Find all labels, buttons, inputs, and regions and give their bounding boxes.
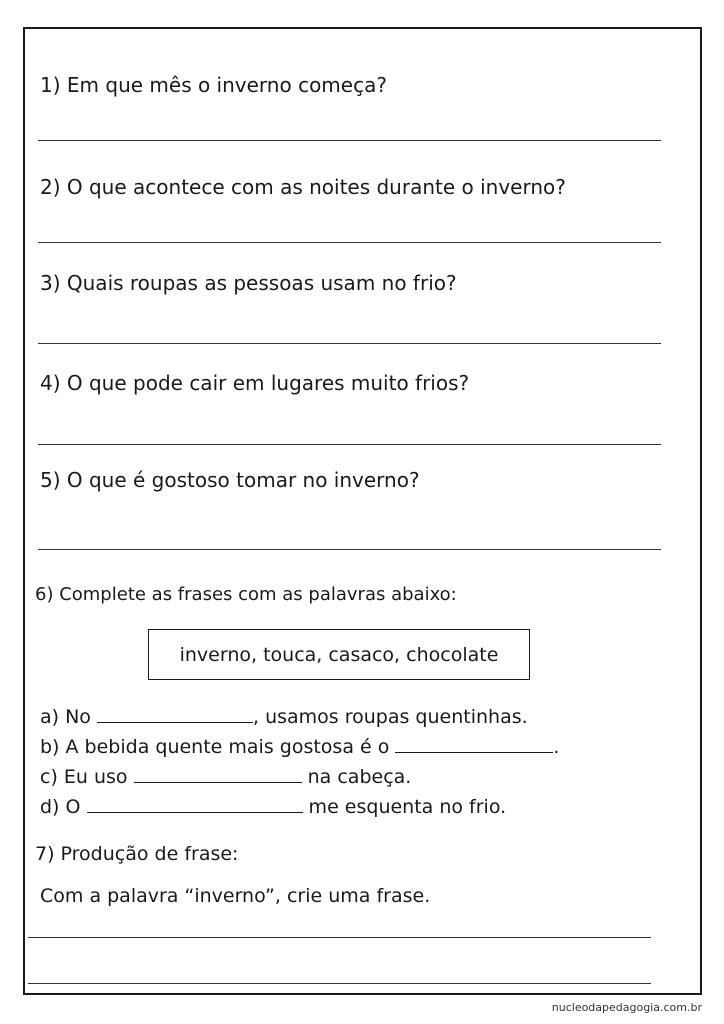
footer-site: nucleodapedagogia.com.br [551,1001,702,1014]
fill-sentence-c: c) Eu uso na cabeça. [40,766,412,788]
answer-line-5[interactable] [38,549,661,550]
question-6-title: 6) Complete as frases com as palavras abaixo: [35,584,457,605]
blank-d[interactable] [87,794,303,813]
word-bank-box [148,629,530,680]
blank-a[interactable] [97,704,253,723]
question-5: 5) O que é gostoso tomar no inverno? [40,468,420,492]
sentence-line-1[interactable] [28,937,651,938]
answer-line-4[interactable] [38,444,661,445]
sentence-line-2[interactable] [28,983,651,984]
question-3: 3) Quais roupas as pessoas usam no frio? [40,271,457,295]
answer-line-3[interactable] [38,343,661,344]
fill-sentence-d: d) O me esquenta no frio. [40,796,507,818]
blank-b[interactable] [395,734,553,753]
blank-c[interactable] [134,764,302,783]
fill-sentence-a: a) No , usamos roupas quentinhas. [40,706,528,728]
question-7-title: 7) Produção de frase: [35,843,239,865]
answer-line-2[interactable] [38,242,661,243]
question-4: 4) O que pode cair em lugares muito frios? [40,371,470,395]
fill-sentence-b: b) A bebida quente mais gostosa é o . [40,736,560,758]
word-bank: inverno, touca, casaco, chocolate [179,643,499,666]
question-1: 1) Em que mês o inverno começa? [40,73,387,97]
question-7-prompt: Com a palavra “inverno”, crie uma frase. [40,885,431,907]
answer-line-1[interactable] [38,140,661,141]
question-2: 2) O que acontece com as noites durante o inverno? [40,175,566,199]
